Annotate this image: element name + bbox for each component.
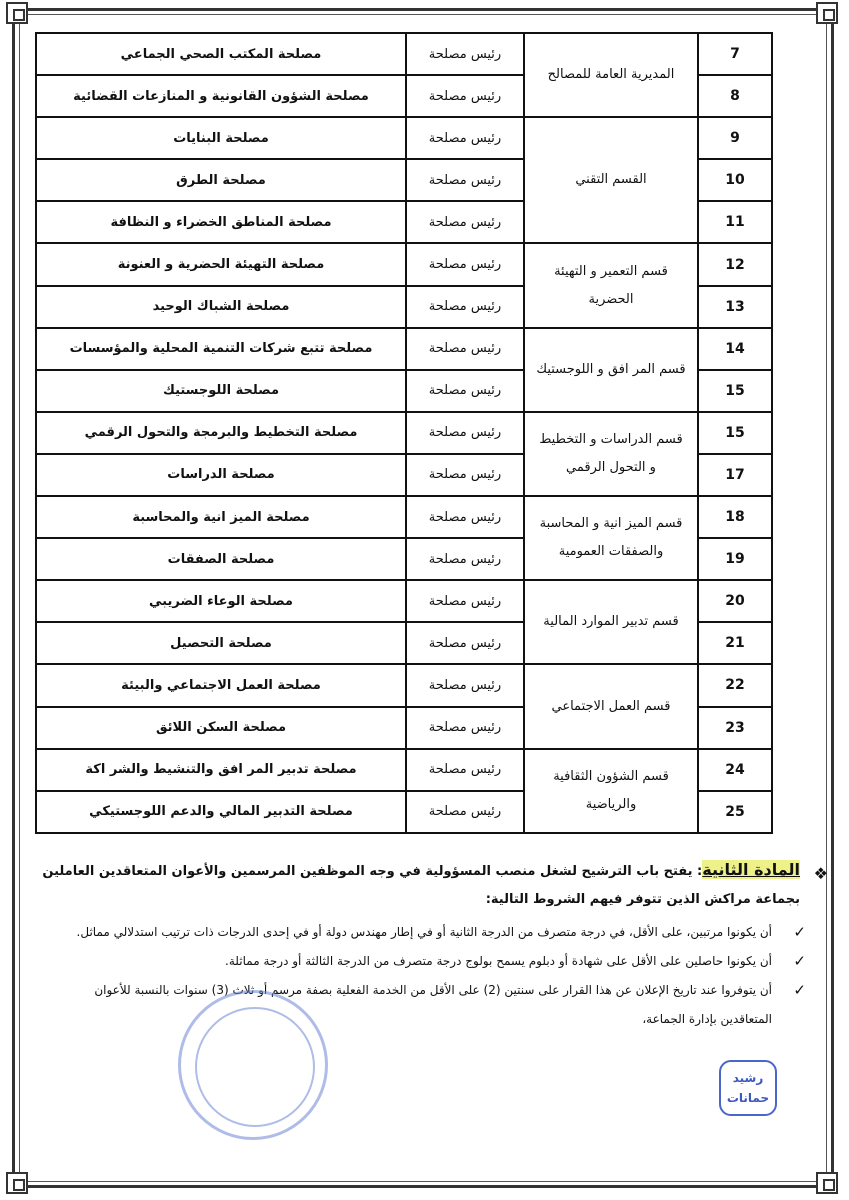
row-number: 15 xyxy=(698,412,772,454)
row-number: 10 xyxy=(698,159,772,201)
row-number: 12 xyxy=(698,243,772,285)
row-number: 18 xyxy=(698,496,772,538)
role-cell: رئيس مصلحة xyxy=(406,33,524,75)
role-cell: رئيس مصلحة xyxy=(406,286,524,328)
table-row xyxy=(36,749,772,791)
role-cell: رئيس مصلحة xyxy=(406,791,524,833)
signature-line: رشيد xyxy=(732,1071,764,1085)
diamond-bullet-icon: ❖ xyxy=(813,864,828,883)
check-icon: ✓ xyxy=(793,981,806,999)
row-number: 8 xyxy=(698,75,772,117)
role-cell: رئيس مصلحة xyxy=(406,580,524,622)
role-cell: رئيس مصلحة xyxy=(406,159,524,201)
service-cell: مصلحة تتبع شركات التنمية المحلية والمؤسسات xyxy=(36,328,406,370)
row-number: 13 xyxy=(698,286,772,328)
service-cell: مصلحة التخطيط والبرمجة والتحول الرقمي xyxy=(36,412,406,454)
role-cell: رئيس مصلحة xyxy=(406,117,524,159)
row-number: 24 xyxy=(698,749,772,791)
article-text: : يفتح باب الترشيح لشغل منصب المسؤولية في وجه الموظفين المرسمين والأعوان المتعاقدين العاملين بجماعة مراكش الذين تتوفر فيهم الشروط التالية: xyxy=(42,864,800,907)
condition-text: أن يتوفروا عند تاريخ الإعلان عن هذا القرار على سنتين (2) على الأقل من الخدمة الفعلية بصفة مرسم أو ثلاث (3) سنوات بالنسبة للأعوان المتعاقدين بإدارة الجماعة، xyxy=(94,983,772,1026)
service-cell: مصلحة التحصيل xyxy=(36,622,406,664)
corner-ornament-icon xyxy=(816,2,838,24)
table-row xyxy=(36,496,772,538)
check-icon: ✓ xyxy=(793,923,806,941)
row-number: 7 xyxy=(698,33,772,75)
corner-ornament-icon xyxy=(6,2,28,24)
conditions-list xyxy=(40,918,806,1034)
table-row xyxy=(36,664,772,706)
table-row xyxy=(36,328,772,370)
department-cell: المديرية العامة للمصالح xyxy=(524,33,698,117)
role-cell: رئيس مصلحة xyxy=(406,412,524,454)
service-cell: مصلحة البنايات xyxy=(36,117,406,159)
row-number: 9 xyxy=(698,117,772,159)
role-cell: رئيس مصلحة xyxy=(406,454,524,496)
row-number: 15 xyxy=(698,370,772,412)
row-number: 11 xyxy=(698,201,772,243)
check-icon: ✓ xyxy=(793,952,806,970)
row-number: 20 xyxy=(698,580,772,622)
service-cell: مصلحة المكتب الصحي الجماعي xyxy=(36,33,406,75)
service-cell: مصلحة الشباك الوحيد xyxy=(36,286,406,328)
service-cell: مصلحة الصفقات xyxy=(36,538,406,580)
role-cell: رئيس مصلحة xyxy=(406,370,524,412)
condition-text: أن يكونوا حاصلين على الأقل على شهادة أو دبلوم يسمح بولوج درجة متصرف من الدرجة الثالثة أو درجة مماثلة. xyxy=(225,954,772,968)
official-stamp xyxy=(178,990,328,1140)
role-cell: رئيس مصلحة xyxy=(406,243,524,285)
table-row xyxy=(36,412,772,454)
condition-item xyxy=(40,918,806,947)
role-cell: رئيس مصلحة xyxy=(406,749,524,791)
corner-ornament-icon xyxy=(816,1172,838,1194)
service-cell: مصلحة التهيئة الحضرية و العنونة xyxy=(36,243,406,285)
service-cell: مصلحة تدبير المر افق والتنشيط والشر اكة xyxy=(36,749,406,791)
service-cell: مصلحة العمل الاجتماعي والبيئة xyxy=(36,664,406,706)
condition-text: أن يكونوا مرتبين، على الأقل، في درجة متصرف من الدرجة الثانية أو في إطار مهندس دولة أو في إحدى الدرجات ذات ترتيب استدلالي مماثل. xyxy=(76,925,772,939)
role-cell: رئيس مصلحة xyxy=(406,75,524,117)
service-cell: مصلحة الطرق xyxy=(36,159,406,201)
signature-seal xyxy=(719,1060,777,1116)
department-cell: قسم التعمير و التهيئة الحضرية xyxy=(524,243,698,327)
department-cell: قسم تدبير الموارد المالية xyxy=(524,580,698,664)
row-number: 25 xyxy=(698,791,772,833)
service-cell: مصلحة السكن اللائق xyxy=(36,707,406,749)
article-two xyxy=(40,856,828,914)
service-cell: مصلحة المناطق الخضراء و النظافة xyxy=(36,201,406,243)
role-cell: رئيس مصلحة xyxy=(406,664,524,706)
services-table xyxy=(35,32,773,834)
row-number: 23 xyxy=(698,707,772,749)
corner-ornament-icon xyxy=(6,1172,28,1194)
service-cell: مصلحة الدراسات xyxy=(36,454,406,496)
row-number: 21 xyxy=(698,622,772,664)
row-number: 14 xyxy=(698,328,772,370)
department-cell: قسم الشؤون الثقافية والرياضية xyxy=(524,749,698,833)
condition-item xyxy=(40,976,806,1034)
department-cell: قسم الميز انية و المحاسبة والصفقات العمومية xyxy=(524,496,698,580)
service-cell: مصلحة الشؤون القانونية و المنازعات القضائية xyxy=(36,75,406,117)
table-row xyxy=(36,580,772,622)
service-cell: مصلحة التدبير المالي والدعم اللوجستيكي xyxy=(36,791,406,833)
table-row xyxy=(36,33,772,75)
row-number: 19 xyxy=(698,538,772,580)
department-cell: قسم المر افق و اللوجستيك xyxy=(524,328,698,412)
department-cell: قسم العمل الاجتماعي xyxy=(524,664,698,748)
role-cell: رئيس مصلحة xyxy=(406,496,524,538)
service-cell: مصلحة الوعاء الضريبي xyxy=(36,580,406,622)
row-number: 17 xyxy=(698,454,772,496)
row-number: 22 xyxy=(698,664,772,706)
article-label: المادة الثانية xyxy=(702,860,800,879)
service-cell: مصلحة اللوجستيك xyxy=(36,370,406,412)
role-cell: رئيس مصلحة xyxy=(406,707,524,749)
role-cell: رئيس مصلحة xyxy=(406,622,524,664)
role-cell: رئيس مصلحة xyxy=(406,328,524,370)
table-row xyxy=(36,117,772,159)
department-cell: القسم التقني xyxy=(524,117,698,243)
service-cell: مصلحة الميز انية والمحاسبة xyxy=(36,496,406,538)
role-cell: رئيس مصلحة xyxy=(406,201,524,243)
department-cell: قسم الدراسات و التخطيط و التحول الرقمي xyxy=(524,412,698,496)
table-row xyxy=(36,243,772,285)
condition-item xyxy=(40,947,806,976)
role-cell: رئيس مصلحة xyxy=(406,538,524,580)
signature-line: حمانات xyxy=(726,1091,770,1105)
